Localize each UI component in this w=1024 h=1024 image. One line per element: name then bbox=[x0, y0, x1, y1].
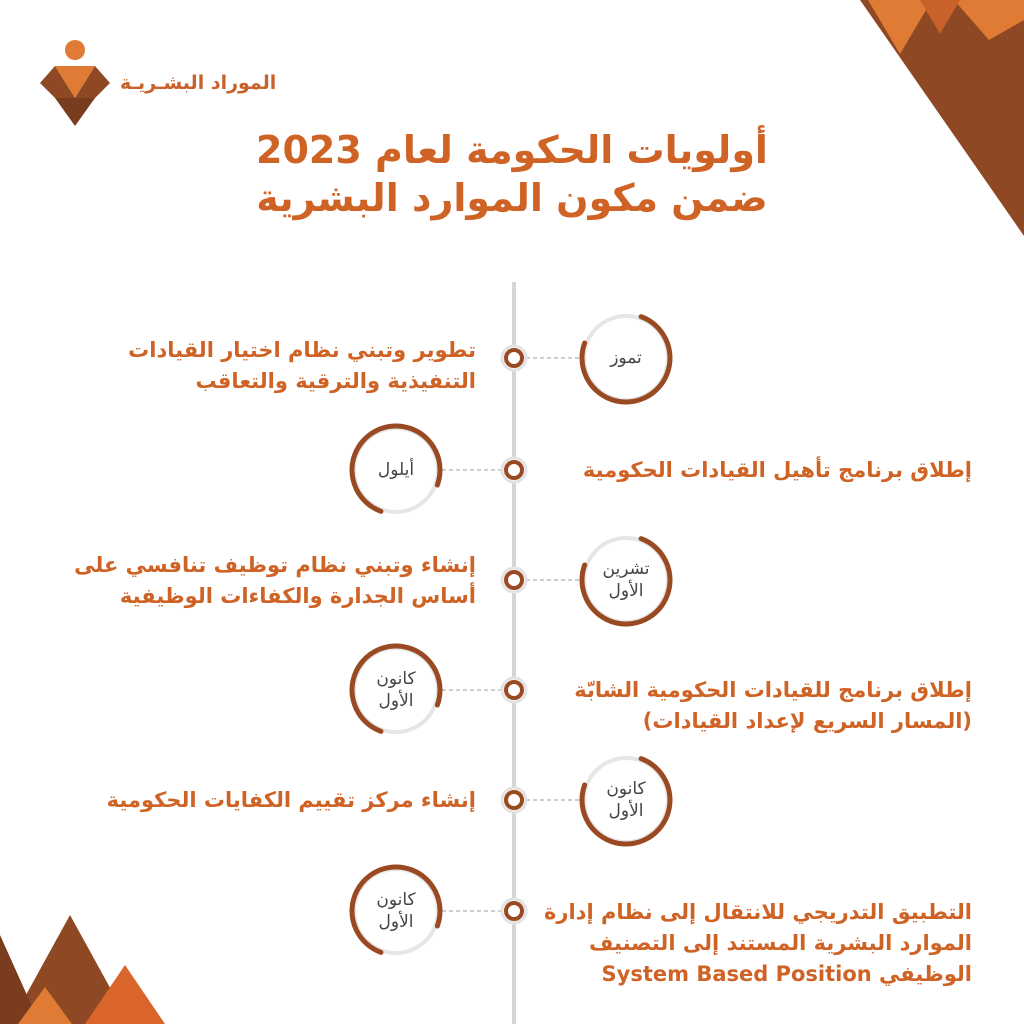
month-label bbox=[586, 318, 666, 398]
timeline-item-text-line: التطبيق التدريجي للانتقال إلى نظام إدارة bbox=[544, 900, 972, 924]
timeline-node-icon bbox=[506, 903, 522, 919]
month-label-line: كانون bbox=[376, 669, 416, 689]
timeline-node-icon bbox=[506, 682, 522, 698]
timeline-item-text-line: تطوير وتبني نظام اختيار القيادات bbox=[128, 338, 476, 362]
month-label bbox=[356, 871, 436, 951]
timeline-item-text bbox=[583, 455, 972, 486]
month-label-line: كانون bbox=[606, 779, 646, 799]
timeline-item-text-line: التنفيذية والترقية والتعاقب bbox=[195, 369, 476, 393]
timeline-item-text bbox=[107, 785, 476, 816]
month-label-line: الأول bbox=[378, 912, 414, 932]
page-title-line-1: أولويات الحكومة لعام 2023 bbox=[256, 128, 768, 172]
month-label-line: تموز bbox=[610, 348, 642, 368]
month-label-line: الأول bbox=[378, 691, 414, 711]
month-label-line: الأول bbox=[608, 581, 644, 601]
timeline-item-text bbox=[544, 897, 972, 990]
timeline-node-icon bbox=[506, 572, 522, 588]
timeline-item-text-line: إنشاء وتبني نظام توظيف تنافسي على bbox=[74, 553, 476, 577]
timeline-item-text-line: الوظيفي System Based Position bbox=[601, 962, 972, 986]
timeline-item-text-line: الموارد البشرية المستند إلى التصنيف bbox=[589, 931, 972, 955]
timeline-node-icon bbox=[506, 350, 522, 366]
timeline-item-text bbox=[574, 675, 972, 737]
timeline-item-text-line: أساس الجدارة والكفاءات الوظيفية bbox=[119, 584, 476, 608]
month-label bbox=[586, 540, 666, 620]
timeline-item-text-line: (المسار السريع لإعداد القيادات) bbox=[642, 709, 972, 733]
month-label bbox=[356, 430, 436, 510]
month-label bbox=[586, 760, 666, 840]
timeline-item-text bbox=[128, 335, 476, 397]
month-label-line: تشرين bbox=[602, 559, 650, 579]
month-label-line: أيلول bbox=[377, 460, 415, 480]
page-title-line-2: ضمن مكون الموارد البشرية bbox=[256, 176, 768, 220]
timeline-node-icon bbox=[506, 792, 522, 808]
timeline-item-text bbox=[74, 550, 476, 612]
month-label-line: كانون bbox=[376, 890, 416, 910]
brand-name: الموراد البشـريـة bbox=[120, 72, 277, 94]
timeline-item-text-line: إطلاق برنامج للقيادات الحكومية الشابّة bbox=[574, 678, 972, 702]
month-label bbox=[356, 650, 436, 730]
timeline-item-text-line: إنشاء مركز تقييم الكفايات الحكومية bbox=[106, 788, 476, 812]
month-label-line: الأول bbox=[608, 801, 644, 821]
timeline-node-icon bbox=[506, 462, 522, 478]
timeline-item-text-line: إطلاق برنامج تأهيل القيادات الحكومية bbox=[582, 458, 972, 482]
